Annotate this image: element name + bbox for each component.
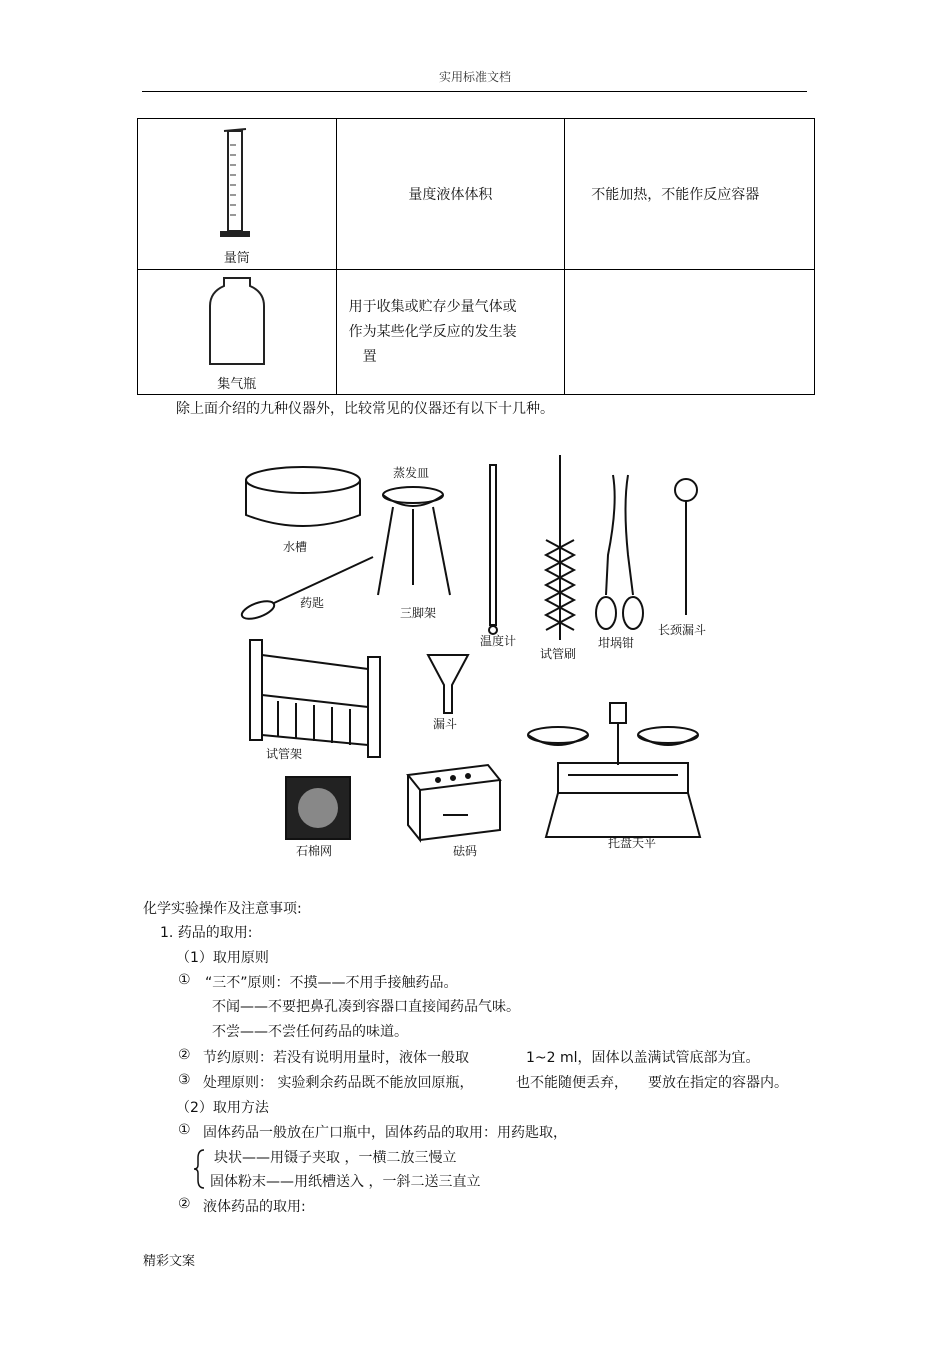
graduated-cylinder-icon bbox=[210, 125, 270, 245]
instrument-name: 量筒 bbox=[223, 251, 250, 266]
brace-icon bbox=[192, 1148, 206, 1190]
fig-label: 试管架 bbox=[266, 747, 303, 761]
list-marker: ① bbox=[178, 972, 191, 988]
image-cell bbox=[138, 119, 337, 270]
method-text: 固体粉末——用纸槽送入 ，一斜二送三直立 bbox=[210, 1174, 481, 1190]
thermometer-icon bbox=[489, 465, 497, 634]
fig-label: 长颈漏斗 bbox=[658, 623, 707, 637]
use-line: 置 bbox=[362, 348, 377, 365]
list-marker: ② bbox=[178, 1047, 191, 1063]
asbestos-gauze-icon bbox=[286, 777, 350, 839]
rule-text: 1~2 ml，固体以盖满试管底部为宜。 bbox=[526, 1050, 760, 1066]
fig-label: 漏斗 bbox=[433, 717, 458, 731]
table-row bbox=[138, 270, 815, 395]
rule-text: “三不”原则：不摸——不用手接触药品。 bbox=[205, 975, 458, 991]
test-tube-rack-icon bbox=[250, 640, 380, 757]
sub-heading: （2）取用方法 bbox=[176, 1100, 269, 1116]
weights-box-icon bbox=[408, 765, 500, 840]
fig-label: 坩埚钳 bbox=[598, 636, 635, 650]
long-neck-funnel-icon bbox=[675, 479, 697, 615]
balance-icon bbox=[528, 703, 700, 837]
use-line: 作为某些化学反应的发生装 bbox=[348, 323, 517, 340]
list-marker: ② bbox=[178, 1196, 191, 1212]
fig-label: 温度计 bbox=[480, 634, 517, 648]
list-marker: ③ bbox=[178, 1072, 191, 1088]
note-cell bbox=[565, 270, 815, 395]
instrument-name: 集气瓶 bbox=[217, 377, 257, 392]
use-cell bbox=[336, 270, 565, 395]
method-text: 固体药品一般放在广口瓶中，固体药品的取用：用药匙取， bbox=[203, 1125, 567, 1141]
sub-heading: （1）取用原则 bbox=[176, 950, 269, 966]
method-text: 液体药品的取用: bbox=[203, 1199, 306, 1215]
use-line: 用于收集或贮存少量气体或 bbox=[348, 298, 517, 315]
fig-label: 托盘天平 bbox=[608, 836, 657, 850]
fig-label: 蒸发皿 bbox=[393, 466, 430, 480]
funnel-icon bbox=[428, 655, 468, 713]
fig-label: 水槽 bbox=[283, 540, 308, 554]
rule-text: 要放在指定的容器内。 bbox=[648, 1075, 788, 1091]
fig-label: 石棉网 bbox=[296, 844, 333, 858]
fig-label: 砝码 bbox=[453, 844, 478, 858]
item-heading: 1. 药品的取用: bbox=[160, 925, 253, 941]
gas-jar-icon bbox=[202, 272, 272, 368]
page-header: 实用标准文档 bbox=[438, 70, 511, 84]
fig-label: 三脚架 bbox=[400, 606, 437, 620]
intro-paragraph: 除上面介绍的九种仪器外，比较常见的仪器还有以下十几种。 bbox=[176, 401, 554, 417]
note-cell: 不能加热，不能作反应容器 bbox=[565, 119, 815, 270]
rule-text: 不尝——不尝任何药品的味道。 bbox=[212, 1024, 408, 1040]
header-divider bbox=[142, 91, 807, 92]
rule-text: 不闻——不要把鼻孔凑到容器口直接闻药品气味。 bbox=[212, 999, 520, 1015]
lab-equipment-figure bbox=[228, 445, 728, 865]
crucible-tongs-icon bbox=[596, 475, 643, 629]
spatula-icon bbox=[240, 557, 373, 622]
table-row bbox=[138, 119, 815, 270]
fig-label: 药匙 bbox=[300, 596, 325, 610]
water-trough-icon bbox=[246, 467, 360, 526]
image-cell bbox=[138, 270, 337, 395]
instrument-table bbox=[137, 118, 815, 395]
rule-text: 处理原则： 实验剩余药品既不能放回原瓶， bbox=[203, 1075, 474, 1091]
section-title: 化学实验操作及注意事项: bbox=[143, 901, 302, 917]
rule-text: 也不能随便丢弃， bbox=[516, 1075, 628, 1091]
fig-label: 试管刷 bbox=[540, 647, 577, 661]
page-footer: 精彩文案 bbox=[143, 1254, 196, 1269]
tripod-icon bbox=[378, 487, 450, 595]
method-text: 块状——用镊子夹取 ，一横二放三慢立 bbox=[214, 1150, 457, 1166]
test-tube-brush-icon bbox=[546, 455, 574, 640]
rule-text: 节约原则：若没有说明用量时，液体一般取 bbox=[203, 1050, 469, 1066]
list-marker: ① bbox=[178, 1122, 191, 1138]
use-cell: 量度液体体积 bbox=[336, 119, 565, 270]
